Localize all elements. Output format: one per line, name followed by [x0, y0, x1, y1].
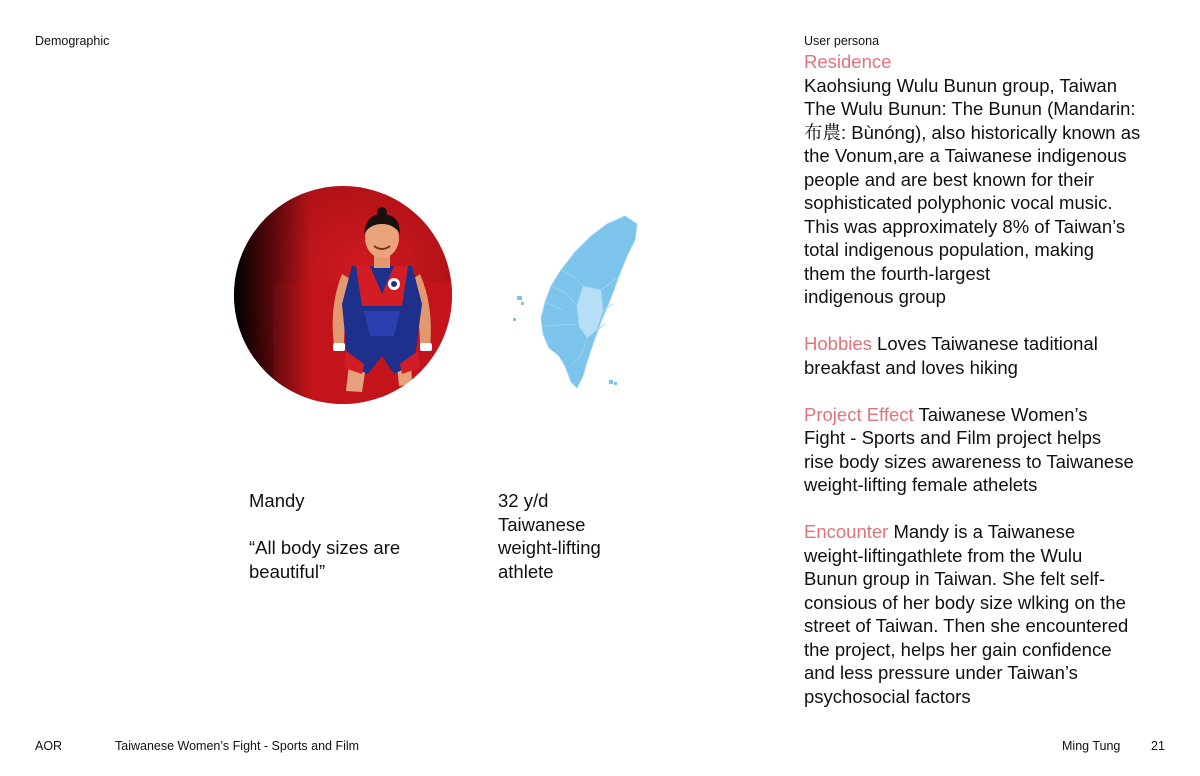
athlete-photo-illustration [234, 186, 452, 404]
residence-line-6: sophisticated polyphonic vocal music. [804, 192, 1113, 213]
encounter-line-6: the project, helps her gain confidence [804, 638, 1112, 660]
residence-line-8: total indigenous population, making [804, 239, 1095, 260]
persona-name: Mandy [249, 490, 305, 511]
persona-quote-line-2: beautiful” [249, 560, 326, 582]
persona-name-block [249, 489, 400, 583]
section-label-demographic: Demographic [35, 34, 110, 48]
encounter-line-8: psychosocial factors [804, 685, 971, 707]
footer-author: Ming Tung [1062, 739, 1121, 753]
residence-section [804, 50, 1174, 309]
encounter-section [804, 520, 1174, 708]
athlete-photo [234, 186, 452, 404]
hobbies-heading: Hobbies [804, 333, 872, 354]
residence-line-3: 布農: Bùnóng), also historically known as [804, 121, 1141, 143]
persona-profile-line-4: athlete [498, 560, 554, 582]
footer-project-title: Taiwanese Women’s Fight - Sports and Film [115, 739, 360, 753]
persona-quote-line-1: “All body sizes are [249, 537, 401, 558]
residence-line-9: them the fourth-largest [804, 262, 991, 284]
residence-line-5: people and are best known for their [804, 168, 1095, 190]
encounter-line-3: Bunun group in Taiwan. She felt self- [804, 568, 1105, 589]
taiwan-map [505, 206, 645, 392]
persona-profile-block [498, 489, 601, 583]
encounter-line-1: Mandy is a Taiwanese [893, 521, 1076, 542]
persona-profile-line-2: Taiwanese [498, 513, 586, 535]
footer-page-number: 21 [1151, 739, 1165, 753]
encounter-line-2: weight-liftingathlete from the Wulu [804, 544, 1083, 566]
footer-code: AOR [35, 739, 63, 753]
hobbies-section [804, 332, 1174, 379]
project-effect-heading: Project Effect [804, 403, 914, 425]
hobbies-line-1: Loves Taiwanese taditional [877, 333, 1098, 354]
residence-line-2: The Wulu Bunun: The Bunun (Mandarin: [804, 98, 1136, 119]
project-effect-line-4: weight-lifting female athelets [804, 474, 1038, 495]
encounter-heading: Encounter [804, 521, 889, 542]
hobbies-line-2: breakfast and loves hiking [804, 356, 1018, 378]
encounter-line-4: consious of her body size wlking on the [804, 591, 1126, 613]
residence-line-7: This was approximately 8% of Taiwan’s [804, 215, 1126, 237]
persona-profile-line-3: weight-lifting [498, 537, 601, 558]
encounter-line-7: and less pressure under Taiwan’s [804, 662, 1078, 683]
taiwan-map-illustration [505, 206, 645, 392]
residence-heading: Residence [804, 51, 892, 72]
project-effect-line-3: rise body sizes awareness to Taiwanese [804, 450, 1134, 472]
persona-profile-line-1: 32 y/d [498, 490, 549, 511]
project-effect-line-1: Taiwanese Women’s [918, 403, 1088, 425]
project-effect-section [804, 403, 1174, 497]
project-effect-line-2: Fight - Sports and Film project helps [804, 427, 1102, 448]
residence-line-4: the Vonum,are a Taiwanese indigenous [804, 145, 1127, 166]
residence-line-1: Kaohsiung Wulu Bunun group, Taiwan [804, 74, 1118, 96]
residence-line-10: indigenous group [804, 286, 946, 307]
encounter-line-5: street of Taiwan. Then she encountered [804, 615, 1129, 636]
persona-details [804, 50, 1174, 732]
section-label-user-persona: User persona [804, 34, 880, 48]
